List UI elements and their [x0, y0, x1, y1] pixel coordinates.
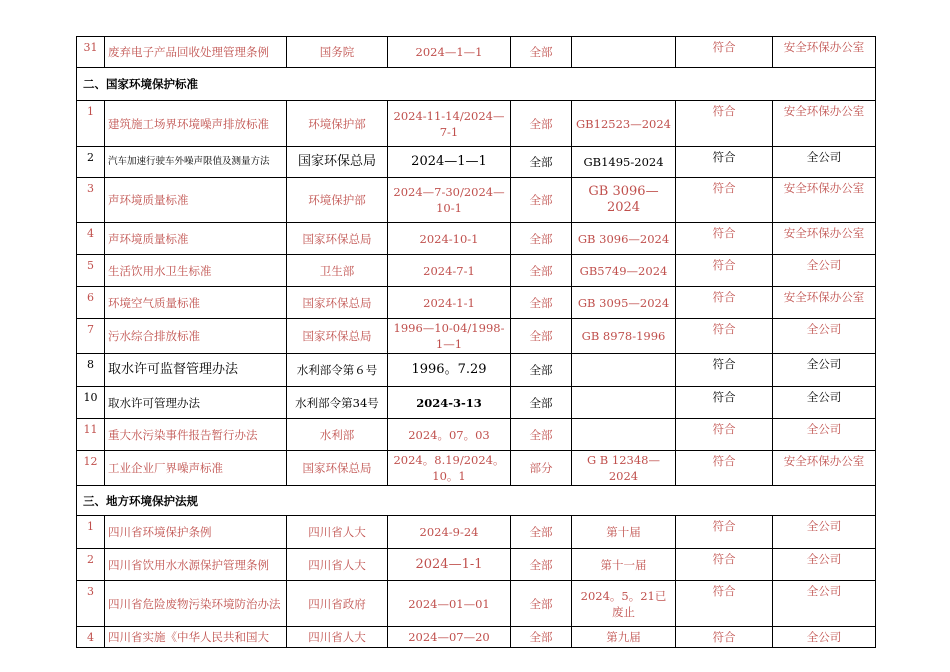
applicability-scope: 全部 — [511, 419, 572, 451]
responsible-dept: 安全环保办公室 — [773, 37, 876, 68]
row-number: 6 — [77, 287, 105, 319]
compliance-status: 符合 — [676, 627, 773, 648]
row-number: 1 — [77, 516, 105, 549]
responsible-dept: 安全环保办公室 — [773, 451, 876, 486]
row-number: 2 — [77, 147, 105, 178]
table-row — [77, 287, 876, 319]
issuing-authority: 国家环保总局 — [287, 223, 388, 255]
table-row — [77, 419, 876, 451]
regulation-name: 四川省饮用水水源保护管理条例 — [105, 549, 287, 581]
row-number: 31 — [77, 37, 105, 68]
standard-code: 第十一届 — [572, 549, 676, 581]
responsible-dept: 全公司 — [773, 549, 876, 581]
compliance-status: 符合 — [676, 255, 773, 287]
standard-code: GB12523—2024 — [572, 101, 676, 147]
applicability-scope: 全部 — [511, 255, 572, 287]
effective-date: 2024-3-13 — [388, 387, 511, 419]
table-row — [77, 516, 876, 549]
table-row — [77, 627, 876, 648]
issuing-authority: 国务院 — [287, 37, 388, 68]
responsible-dept: 全公司 — [773, 516, 876, 549]
applicability-scope: 全部 — [511, 287, 572, 319]
compliance-status: 符合 — [676, 516, 773, 549]
row-number: 11 — [77, 419, 105, 451]
regulation-name: 工业企业厂界噪声标准 — [105, 451, 287, 486]
effective-date: 2024。07。03 — [388, 419, 511, 451]
compliance-status: 符合 — [676, 287, 773, 319]
compliance-status: 符合 — [676, 581, 773, 627]
standard-code: 第九届 — [572, 627, 676, 648]
issuing-authority: 国家环保总局 — [287, 451, 388, 486]
responsible-dept: 全公司 — [773, 319, 876, 354]
section-header-row — [77, 68, 876, 101]
regulations-table — [76, 36, 876, 648]
table-row — [77, 178, 876, 223]
compliance-status: 符合 — [676, 37, 773, 68]
responsible-dept: 全公司 — [773, 627, 876, 648]
regulation-name: 污水综合排放标准 — [105, 319, 287, 354]
responsible-dept: 安全环保办公室 — [773, 287, 876, 319]
responsible-dept: 全公司 — [773, 354, 876, 387]
table-row — [77, 319, 876, 354]
regulation-name: 取水许可监督管理办法 — [105, 354, 287, 387]
row-number: 5 — [77, 255, 105, 287]
table-row — [77, 387, 876, 419]
regulation-name: 声环境质量标准 — [105, 223, 287, 255]
applicability-scope: 全部 — [511, 581, 572, 627]
effective-date: 2024-10-1 — [388, 223, 511, 255]
regulation-name: 取水许可管理办法 — [105, 387, 287, 419]
compliance-status: 符合 — [676, 451, 773, 486]
applicability-scope: 全部 — [511, 354, 572, 387]
effective-date: 2024-9-24 — [388, 516, 511, 549]
effective-date: 2024—07—20 — [388, 627, 511, 648]
issuing-authority: 水利部 — [287, 419, 388, 451]
issuing-authority: 水利部令第６号 — [287, 354, 388, 387]
table-row — [77, 223, 876, 255]
regulation-name: 生活饮用水卫生标准 — [105, 255, 287, 287]
responsible-dept: 全公司 — [773, 581, 876, 627]
effective-date: 2024—1—1 — [388, 37, 511, 68]
standard-code: GB 3096—2024 — [572, 223, 676, 255]
applicability-scope: 部分 — [511, 451, 572, 486]
standard-code: G B 12348—2024 — [572, 451, 676, 486]
responsible-dept: 全公司 — [773, 387, 876, 419]
regulation-name: 四川省实施《中华人民共和国大 — [105, 627, 287, 648]
row-number: 4 — [77, 627, 105, 648]
standard-code: GB5749—2024 — [572, 255, 676, 287]
section-header-row — [77, 486, 876, 516]
compliance-status: 符合 — [676, 223, 773, 255]
compliance-status: 符合 — [676, 319, 773, 354]
table-row — [77, 255, 876, 287]
compliance-status: 符合 — [676, 354, 773, 387]
table-row — [77, 451, 876, 486]
responsible-dept: 安全环保办公室 — [773, 178, 876, 223]
regulation-name: 环境空气质量标准 — [105, 287, 287, 319]
standard-code: GB 3095—2024 — [572, 287, 676, 319]
effective-date: 2024—1-1 — [388, 549, 511, 581]
table-row — [77, 37, 876, 68]
regulation-name: 重大水污染事件报告暂行办法 — [105, 419, 287, 451]
table-row — [77, 101, 876, 147]
issuing-authority: 国家环保总局 — [287, 147, 388, 178]
standard-code: 第十届 — [572, 516, 676, 549]
effective-date: 2024—01—01 — [388, 581, 511, 627]
issuing-authority: 环境保护部 — [287, 101, 388, 147]
regulation-name: 声环境质量标准 — [105, 178, 287, 223]
issuing-authority: 四川省人大 — [287, 627, 388, 648]
responsible-dept: 安全环保办公室 — [773, 101, 876, 147]
responsible-dept: 全公司 — [773, 255, 876, 287]
row-number: 8 — [77, 354, 105, 387]
applicability-scope: 全部 — [511, 101, 572, 147]
row-number: 7 — [77, 319, 105, 354]
responsible-dept: 安全环保办公室 — [773, 223, 876, 255]
table-row — [77, 549, 876, 581]
issuing-authority: 国家环保总局 — [287, 319, 388, 354]
row-number: 2 — [77, 549, 105, 581]
standard-code: 2024。5。21已废止 — [572, 581, 676, 627]
standard-code — [572, 419, 676, 451]
compliance-status: 符合 — [676, 101, 773, 147]
standard-code: GB1495-2024 — [572, 147, 676, 178]
applicability-scope: 全部 — [511, 178, 572, 223]
applicability-scope: 全部 — [511, 549, 572, 581]
regulation-name: 四川省危险废物污染环境防治办法 — [105, 581, 287, 627]
effective-date: 2024—7-30/2024—10-1 — [388, 178, 511, 223]
regulation-name: 汽车加速行驶车外噪声限值及测量方法 — [105, 147, 287, 178]
effective-date: 2024-11-14/2024—7-1 — [388, 101, 511, 147]
section-title: 三、地方环境保护法规 — [77, 486, 876, 516]
issuing-authority: 水利部令第34号 — [287, 387, 388, 419]
applicability-scope: 全部 — [511, 37, 572, 68]
responsible-dept: 全公司 — [773, 147, 876, 178]
effective-date: 1996—10-04/1998-1—1 — [388, 319, 511, 354]
issuing-authority: 卫生部 — [287, 255, 388, 287]
table-row — [77, 354, 876, 387]
standard-code: GB 8978-1996 — [572, 319, 676, 354]
effective-date: 2024—1—1 — [388, 147, 511, 178]
issuing-authority: 环境保护部 — [287, 178, 388, 223]
table-row — [77, 581, 876, 627]
compliance-status: 符合 — [676, 147, 773, 178]
standard-code — [572, 37, 676, 68]
section-title: 二、国家环境保护标准 — [77, 68, 876, 101]
applicability-scope: 全部 — [511, 223, 572, 255]
applicability-scope: 全部 — [511, 319, 572, 354]
issuing-authority: 四川省人大 — [287, 549, 388, 581]
standard-code — [572, 354, 676, 387]
compliance-status: 符合 — [676, 178, 773, 223]
row-number: 4 — [77, 223, 105, 255]
row-number: 3 — [77, 581, 105, 627]
issuing-authority: 国家环保总局 — [287, 287, 388, 319]
row-number: 10 — [77, 387, 105, 419]
regulation-name: 四川省环境保护条例 — [105, 516, 287, 549]
effective-date: 2024-7-1 — [388, 255, 511, 287]
applicability-scope: 全部 — [511, 387, 572, 419]
compliance-status: 符合 — [676, 387, 773, 419]
applicability-scope: 全部 — [511, 147, 572, 178]
applicability-scope: 全部 — [511, 516, 572, 549]
row-number: 12 — [77, 451, 105, 486]
regulation-name: 废弃电子产品回收处理管理条例 — [105, 37, 287, 68]
regulation-name: 建筑施工场界环境噪声排放标准 — [105, 101, 287, 147]
compliance-status: 符合 — [676, 419, 773, 451]
effective-date: 2024。8.19/2024。10。1 — [388, 451, 511, 486]
applicability-scope: 全部 — [511, 627, 572, 648]
issuing-authority: 四川省政府 — [287, 581, 388, 627]
issuing-authority: 四川省人大 — [287, 516, 388, 549]
responsible-dept: 全公司 — [773, 419, 876, 451]
effective-date: 1996。7.29 — [388, 354, 511, 387]
row-number: 1 — [77, 101, 105, 147]
standard-code: GB 3096—2024 — [572, 178, 676, 223]
standard-code — [572, 387, 676, 419]
row-number: 3 — [77, 178, 105, 223]
table-row — [77, 147, 876, 178]
effective-date: 2024-1-1 — [388, 287, 511, 319]
compliance-status: 符合 — [676, 549, 773, 581]
